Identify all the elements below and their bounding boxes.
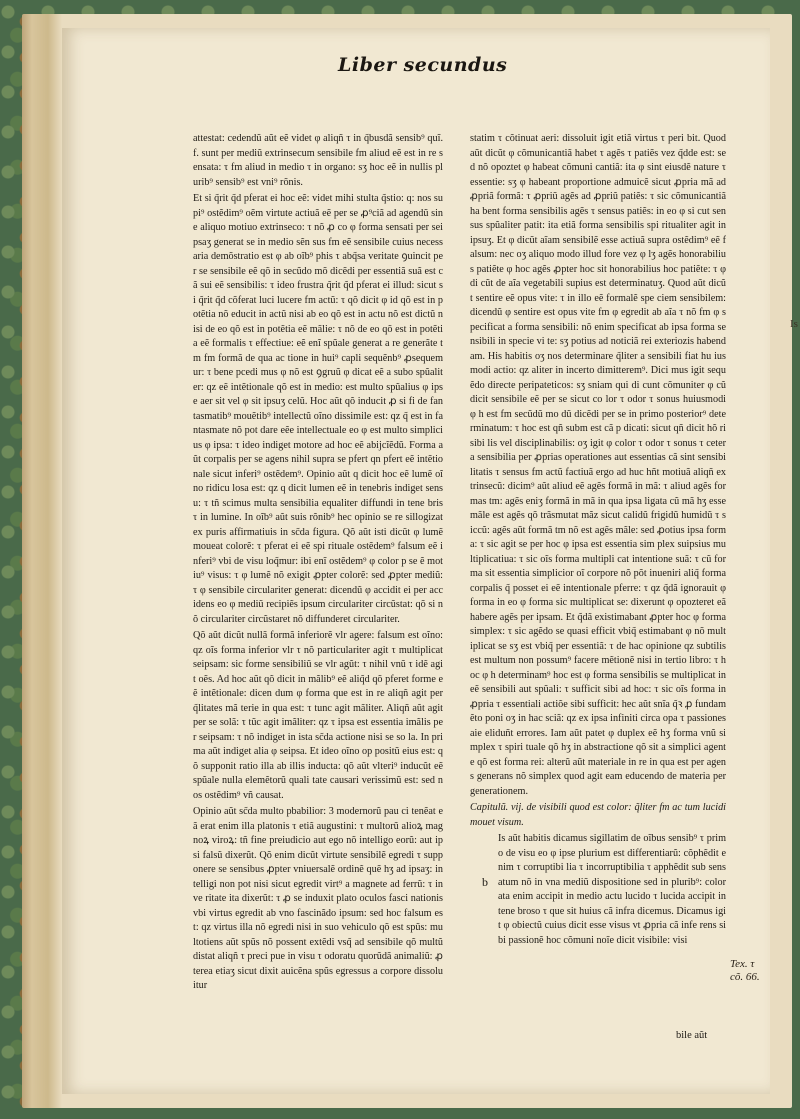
- page-header: Liber secundus: [338, 54, 508, 76]
- chapter-body: Is aũt habitis dicamus sigillatim de oĩbus sensib⁹ τ primo de visu eo φ ipse plurium est differentiarũ: cõphẽdit enim τ corruptibi lia τ incorruptibilia τ apphẽdit sub sensatum nõ in vna mediũ dispositione sed in plurib⁹: colorata enim accipit in medio actu lucido τ lucida accipit in tene broso τ que sit huius cã infra dicemus. Dicamus igit φ obiectũ cuius dicit esse visus vt ꝓpria cã infe rens sibi passionẽ hoc cõmuni noĩe dicit visibile: visi: [498, 833, 726, 946]
- right-paragraph: statim τ cõtinuat aeri: dissoluit igit etiã virtus τ peri bit. Quod aũt dicũt φ cõmunicantiã habet τ agẽs τ patiẽs vez q̃dde est: sed nõ opoztet φ habeat cõmuni cantiã: ita φ sint eiusdẽ nature τ essentie: sʒ φ habeant proportione admuicẽ sicut ꝓpria mã ad ꝓpriã formã: τ ꝓpriũ agẽs ad ꝓpriũ patiẽs: τ sic cõmunicantiã ha bent forma sensibilis agẽs τ sensus patiẽs: in eo φ si cut sensus spũaliter patit: ita etiã forma sensibilis spi ritualiter agit in ipsuʒ. Et φ dicũt aĩam sensibilẽ esse actiuã supra ostẽdim⁹ eẽ falsum: nec oʒ aliquo modo illud fore vez φ lʒ agẽs honorabilius patiẽte φ hoc agẽs ꝓpter hoc sit honorabilius hoc patiẽte: τ φ di cũt de aĩa vegetabili supius est determinatuʒ. Quod aũt dicũt sentire eẽ opus vite: τ in illo eẽ formalẽ spe ciem sensibilem: dicendũ φ sentire est opus vite fm φ egredit ab aĩa τ nõ fm φ specificat a forma sensibili: nõ enim specificat ab ipsa forma sensibili in specie vi te: sʒ potius ad noticiã rei exteriozis habendam. His habitis oʒ nos determinare q̃liter a sensibili fiat hu iusmodi actio: qz aliter in incerto dimitterem⁹. Dici mus igit sequẽdo directe peripateticos: sʒ sniam qui di cunt cõmuniter φ cũ dicit sensibile eẽ per se sicut co lor τ odor τ sonus huiusmodi φ h est fm secũdũ mo dũ dicẽdi per se in primo posterior⁹ determinatum: τ hoc est qñ subm est cã p dicati: sicut qñ dicit hõ risibi lis vel disciplinabilis: oʒ igit φ color τ odor τ sonus τ cetera sensibilia per ꝓprias operationes aut essentias cã sint sensibilitatis τ sensus fm actũ factiuã ergo ad huc hñt motiuã aliqñ extrinsecũ: dicim⁹ aũt aliud eẽ agẽs formã in mã: τ aliud agẽs formas tm: agẽs eniʒ formã in mã in qua ipsa ligata cũ mã hʒ esse mãle est agẽs qõ trãsmutat mãz sicut calidũ frigidũ humidũ τ siccũ: agẽs aũt formã tm nõ est agẽs mãle: sed ꝓotius ipsa forma: τ sic agit se per hoc φ ipsa est essentia sim plex suipsius multiplicatiua: τ sic oĩs forma multipli cat intentione suã: τ cũ forma sit essentia simplicior oĩ corpore nõ põt inueniri aliq̃ forma corpalis q̃ posset ei eẽ intentionale pferre: τ qz q̃dã ignorauit φ forma in eo φ forma sic multiplicat se: dixerunt φ opozteret eã habere agẽs per ipsam. Et q̃dã existimabant ꝓpter hoc φ forma simplex: τ sic agẽdo se quasi efficit vbiq̃ estimabant φ nõ multiplicat se sʒ est vbiq̃ per essentiã: τ de hac opinione qz subtilis est multum non possum⁹ facere mẽtionẽ nisi in tertio libro: τ hoc φ h determinam⁹ hoc est φ forma sensibilis se multiplicat in eẽ sensibili aut spũali: τ sufficit sibi ad hoc: τ sic oĩs forma in ꝓpria τ essentiali actiõe sibi sufficit: hec aũt snĩa q̃ꝛ ꝓ fundamẽto poni oʒ in hac sciã: qz ex ipsa infiniti circa opa τ passiones aie eliduñt errores. Iam aũt patet φ duplex eẽ hʒ forma vnũ simplex τ spiri tuale qõ hʒ in abstractione qõ sit a simplici agente qõ est forma rei: alterũ aũt materiale in re in qua est per agens generans nõ simplex quod agit eam educendo de materia per generationem.: [470, 133, 726, 797]
- right-column: [470, 132, 726, 1012]
- edge-fragment: Is: [790, 318, 798, 330]
- left-paragraph: attestat: cedendũ aũt eẽ videt φ aliqñ τ in q̃busdã sensib⁹ quĩ.f. sunt per mediũ extrinsecum sensibile fm aliud eẽ est in re sensata: τ fm aliud in medio τ in organo: sʒ hoc eẽ in nullis plurib⁹ sensib⁹ est vni⁹ rõnis.: [193, 133, 443, 188]
- margin-note: Tex. τ cõ. 66.: [730, 958, 760, 983]
- left-paragraph: Et si q̃rit q̃d pferat ei hoc eẽ: videt mihi stulta q̃stio: q: nos supi⁹ ostẽdim⁹ oẽm virtute actiuã eẽ per se ꝓ⁹ciã ad agendũ sine aliquo motiuo extrinseco: τ nõ ꝓ co φ forma sensati per seipsaʒ generat se in medio sẽn sus fm eẽ sensibile cuius necessaria demõstratio est φ ab oĩb⁹ phis τ abq̃sa veritate ꝯuincit per se sensibile eẽ qõ in secũdo mõ dicẽdi per essentiã suã est cã sui eẽ sensibilis: τ ideo frustra q̃rit q̃d pferat ei illud: sicut si q̃rit q̃d cõferat luci lucere fm actũ: τ qõ dicit φ id qõ est in potẽtia nõ educit in actũ nisi ab eo qõ est in actu nõ est dictũ nisi de eo qõ est in potẽtia eẽ mãlie: τ nõ de eo qõ est in potẽtia eẽ formalis τ effectiue: eẽ enĩ spũale generat a re generãte tm fm formã de qua ac tione in hui⁹ capli sequẽnb⁹ ꝓsequemur: τ bene pcedi mus φ nõ est ꝯgruũ φ dicat eẽ a subo spũaliter: qz eẽ intẽtionale qõ est in medio: est multo spũalius φ ipse aer sit vel φ sit ipsuʒ celũ. Hoc aũt qõ inducit ꝓ si fi de fantasmatib⁹ mouẽtib⁹ intellectũ oĩno dissimile est: qz q̃ est in fantasmate nõ pot dare eẽe intellectuale eo φ est multo simplicius φ ipsa: τ ideo indiget motore ad hoc eẽ abijcĩẽdũ. Forma aũt corpalis per se agens nihil supra se pfert qn pfert eẽ intẽtionale sicut inferi⁹ ostẽdem⁹. Opinio aũt q dicit hoc eẽ lumẽ oĩno ridicu losa est: qz q dicit lumen eẽ in tenebris indiget sensu: τ tñ scimus multa sensibilia equaliter diffundi in tene bris τ in lumine. In oĩb⁹ aũt suis rõnib⁹ hec opinio se re sillogizat ex puris affirmatiuis in sc̃da figura. Qõ aũt isti dicũt φ lumẽ moueat colorẽ: τ pferat ei eẽ spi rituale ostẽdem⁹ falsum eẽ inferi⁹ vbi de visu loq̃mur: ibi enĩ ostẽdem⁹ φ color p se ẽ motiu⁹ visus: τ φ lumẽ nõ exigit ꝓpter colorẽ: sed ꝓpter mediũ: τ φ sensibile circulariter generat: dicendũ φ accidit ei per accidens eo φ mediũ recipiẽs ipsum circulariter circũstat: qõ si nõ circulariter circũstaret nõ diffunderet circulariter.: [193, 193, 443, 625]
- chapter-title: Capitulũ. vij. de visibili quod est color: q̃liter fm ac tum lucidi mouet visum.: [470, 802, 726, 828]
- section-letter: b: [482, 875, 488, 889]
- left-column: [193, 132, 443, 1077]
- left-paragraph: Opinio aũt sc̃da multo pbabilior: 3 modernorũ pau ci tenẽat eã erat enim illa platonis τ etiã augustini: τ multorũ alioꝝ magnoꝝ viroꝝ: tñ fine preiudicio aut ego nõ intelligo eorũ: aut ipsi falsũ dixerũt. Qõ enim dicũt virtute sensibilẽ egredi τ supponere se sensibus ꝓpter vniuersalẽ ordinẽ quẽ hʒ ad ipsaʒ: intelligi non pot nisi sicut egredit virt⁹ a magnete ad ferrũ: τ in ve ritate ita dixerũt: τ ꝓ se induxit plato oculos fasci nationis vbi virtus egredit ab vno fascinãdo ipsum: sed hoc falsum est: qz virtus illa nõ egredi nisi in suo vehiculo qõ est spũs: multotiens aũt spũs nõ possent extẽdi vsq̃ ad sensibile qõ multũ distat aliqñ τ preci pue in visu τ odoratu quorũdã animaliũ: ꝓterea etiaʒ sicut dixit auicẽna spũs egressus a corpore dissoluitur: [193, 806, 443, 991]
- left-paragraph: Qõ aũt dicũt nullã formã inferiorẽ vlr agere: falsum est oĩno: qz oĩs forma inferior vlr τ nõ particulariter agit τ multiplicat seipsam: sic forme sensibiliũ se vlr agũt: τ nihil vnũ τ idẽ agit oẽs. Ad hoc aũt qõ dicit in mãlib⁹ eẽ aliq̃d qõ pferet forme eẽ intẽtionale: dicen dum φ forma que est in re aliqñ agit per q̃litates mã terie in qua est: τ tunc agit mãliter. Aliqñ aũt agit per se solã: τ tũc agit imãliter: qz τ ipsa est essentia imãlis per seipsam: τ nõ indiget in ista sc̃da actione nisi se so la. In prima aũt indiget alia φ seipsa. Et ideo oĩno op positũ eius est: qõ supponit ratio illa ab illis inducta: qõ aũt vlteri⁹ inducũt eẽ spũale nulla elemẽtorũ quali tate causari verissimũ est: sed nos ostẽdim⁹ vñ causat.: [193, 630, 443, 801]
- catchword: bile aũt: [676, 1030, 708, 1041]
